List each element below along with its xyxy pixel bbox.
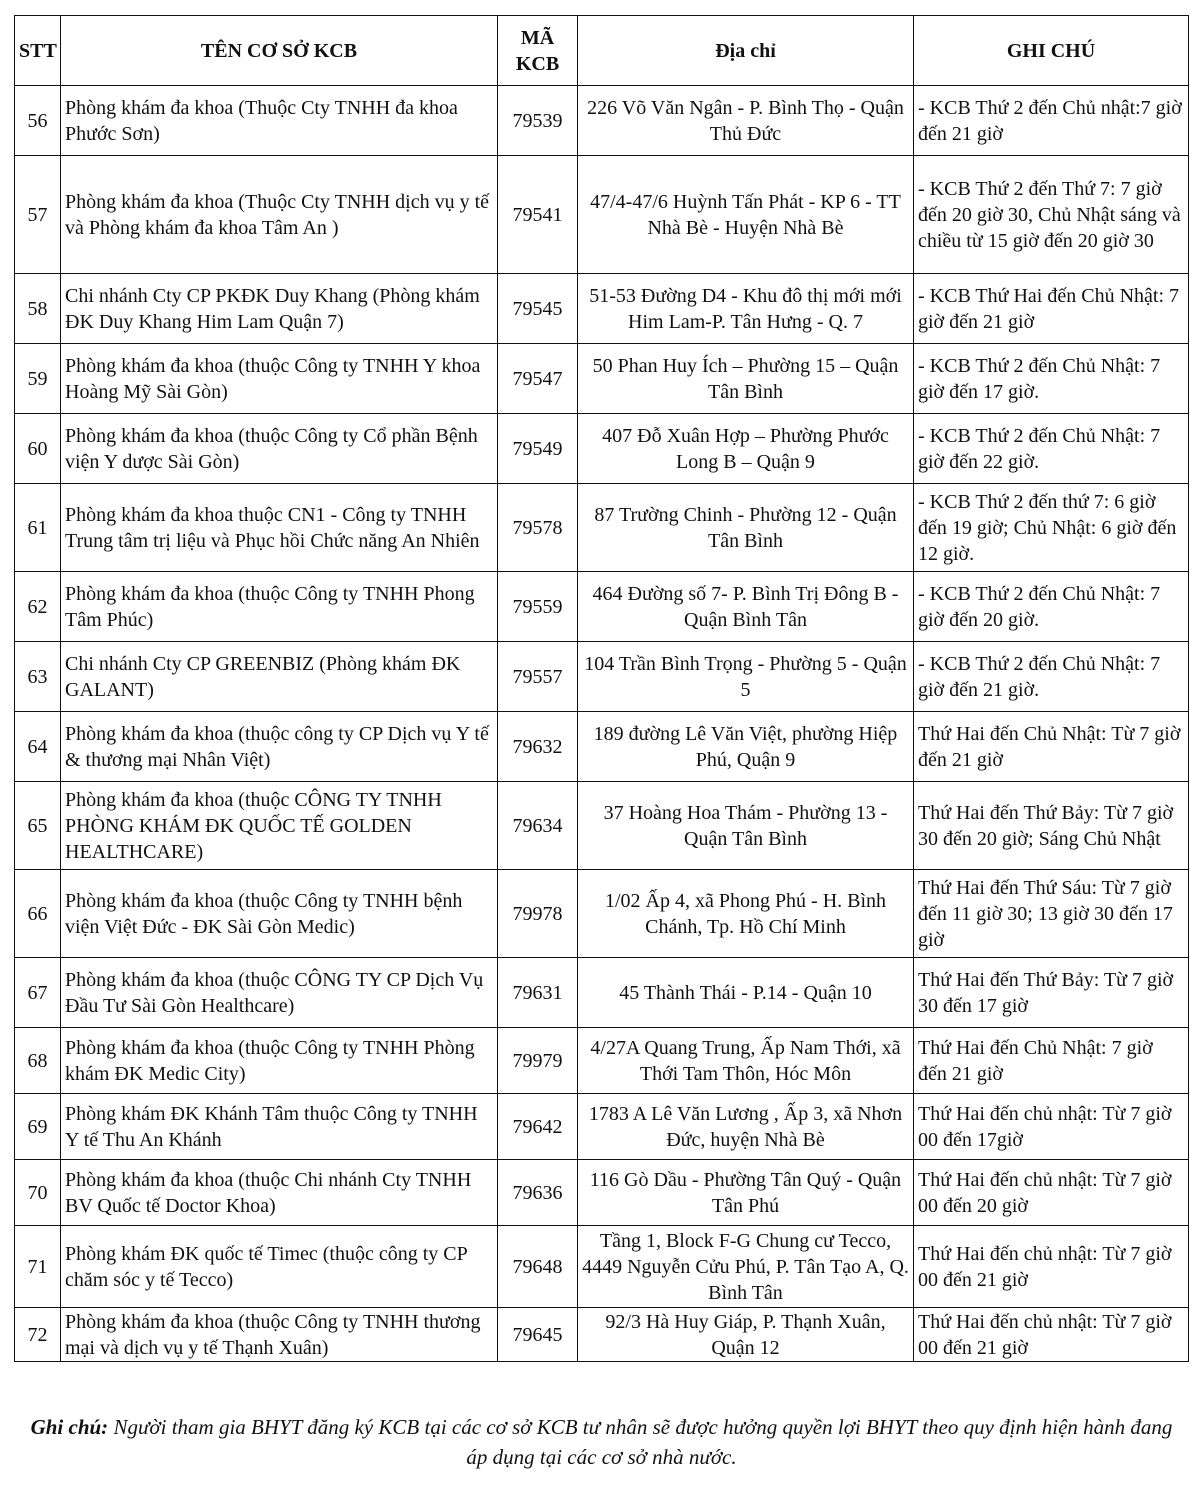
row-stt: 66 [15,870,61,958]
row-note: - KCB Thứ 2 đến Chủ nhật:7 giờ đến 21 giờ [914,86,1189,156]
row-note: Thứ Hai đến chủ nhật: Từ 7 giờ 00 đến 21 giờ [914,1226,1189,1308]
table-row [15,1160,1189,1226]
row-note: Thứ Hai đến chủ nhật: Từ 7 giờ 00 đến 21 giờ [914,1308,1189,1362]
row-note: Thứ Hai đến Chủ Nhật: 7 giờ đến 21 giờ [914,1028,1189,1094]
row-kcb-code: 79578 [498,484,578,572]
header-name: TÊN CƠ SỞ KCB [61,16,498,86]
row-address: 189 đường Lê Văn Việt, phường Hiệp Phú, Quận 9 [578,712,914,782]
header-address: Địa chỉ [578,16,914,86]
row-facility-name: Phòng khám ĐK quốc tế Timec (thuộc công ty CP chăm sóc y tế Tecco) [61,1226,498,1308]
row-kcb-code: 79545 [498,274,578,344]
row-stt: 65 [15,782,61,870]
row-address: 464 Đường số 7- P. Bình Trị Đông B - Quận Bình Tân [578,572,914,642]
row-note: - KCB Thứ 2 đến Chủ Nhật: 7 giờ đến 20 giờ. [914,572,1189,642]
row-facility-name: Chi nhánh Cty CP GREENBIZ (Phòng khám ĐK GALANT) [61,642,498,712]
header-code: MÃ KCB [498,16,578,86]
row-address: 4/27A Quang Trung, Ấp Nam Thới, xã Thới Tam Thôn, Hóc Môn [578,1028,914,1094]
row-stt: 58 [15,274,61,344]
row-stt: 57 [15,156,61,274]
row-facility-name: Phòng khám đa khoa (Thuộc Cty TNHH đa khoa Phước Sơn) [61,86,498,156]
row-facility-name: Phòng khám đa khoa (thuộc Công ty TNHH Y khoa Hoàng Mỹ Sài Gòn) [61,344,498,414]
table-row [15,712,1189,782]
table-row [15,572,1189,642]
row-kcb-code: 79539 [498,86,578,156]
row-note: - KCB Thứ 2 đến Chủ Nhật: 7 giờ đến 17 giờ. [914,344,1189,414]
row-stt: 60 [15,414,61,484]
table-row [15,1094,1189,1160]
row-address: 1783 A Lê Văn Lương , Ấp 3, xã Nhơn Đức, huyện Nhà Bè [578,1094,914,1160]
row-kcb-code: 79549 [498,414,578,484]
row-note: - KCB Thứ 2 đến Thứ 7: 7 giờ đến 20 giờ 30, Chủ Nhật sáng và chiều từ 15 giờ đến 20 giờ 30 [914,156,1189,274]
row-kcb-code: 79645 [498,1308,578,1362]
row-note: - KCB Thứ 2 đến Chủ Nhật: 7 giờ đến 21 giờ. [914,642,1189,712]
row-note: - KCB Thứ 2 đến thứ 7: 6 giờ đến 19 giờ; Chủ Nhật: 6 giờ đến 12 giờ. [914,484,1189,572]
row-facility-name: Phòng khám đa khoa (thuộc Chi nhánh Cty TNHH BV Quốc tế Doctor Khoa) [61,1160,498,1226]
row-kcb-code: 79541 [498,156,578,274]
row-stt: 56 [15,86,61,156]
row-facility-name: Phòng khám đa khoa (thuộc công ty CP Dịch vụ Y tế & thương mại Nhân Việt) [61,712,498,782]
row-kcb-code: 79632 [498,712,578,782]
row-stt: 70 [15,1160,61,1226]
row-stt: 72 [15,1308,61,1362]
row-note: - KCB Thứ Hai đến Chủ Nhật: 7 giờ đến 21 giờ [914,274,1189,344]
table-row [15,782,1189,870]
table-row [15,642,1189,712]
row-facility-name: Phòng khám đa khoa (thuộc Công ty TNHH Phong Tâm Phúc) [61,572,498,642]
row-address: 45 Thành Thái - P.14 - Quận 10 [578,958,914,1028]
row-facility-name: Phòng khám đa khoa (thuộc Công ty TNHH bệnh viện Việt Đức - ĐK Sài Gòn Medic) [61,870,498,958]
row-kcb-code: 79642 [498,1094,578,1160]
row-address: Tầng 1, Block F-G Chung cư Tecco, 4449 Nguyễn Cửu Phú, P. Tân Tạo A, Q. Bình Tân [578,1226,914,1308]
table-row [15,1308,1189,1362]
row-note: Thứ Hai đến Thứ Bảy: Từ 7 giờ 30 đến 20 giờ; Sáng Chủ Nhật [914,782,1189,870]
row-kcb-code: 79559 [498,572,578,642]
row-kcb-code: 79636 [498,1160,578,1226]
footnote [30,1412,1173,1472]
table-row [15,1028,1189,1094]
header-stt: STT [15,16,61,86]
table-row [15,958,1189,1028]
row-address: 37 Hoàng Hoa Thám - Phường 13 - Quận Tân Bình [578,782,914,870]
row-address: 47/4-47/6 Huỳnh Tấn Phát - KP 6 - TT Nhà Bè - Huyện Nhà Bè [578,156,914,274]
row-kcb-code: 79634 [498,782,578,870]
table-row [15,344,1189,414]
row-note: - KCB Thứ 2 đến Chủ Nhật: 7 giờ đến 22 giờ. [914,414,1189,484]
row-stt: 63 [15,642,61,712]
row-stt: 59 [15,344,61,414]
header-note: GHI CHÚ [914,16,1189,86]
table-row [15,274,1189,344]
row-stt: 67 [15,958,61,1028]
row-stt: 61 [15,484,61,572]
row-address: 116 Gò Dầu - Phường Tân Quý - Quận Tân Phú [578,1160,914,1226]
row-note: Thứ Hai đến Thứ Bảy: Từ 7 giờ 30 đến 17 giờ [914,958,1189,1028]
row-facility-name: Phòng khám đa khoa (Thuộc Cty TNHH dịch vụ y tế và Phòng khám đa khoa Tâm An ) [61,156,498,274]
row-facility-name: Phòng khám đa khoa (thuộc Công ty TNHH Phòng khám ĐK Medic City) [61,1028,498,1094]
row-note: Thứ Hai đến Thứ Sáu: Từ 7 giờ đến 11 giờ 30; 13 giờ 30 đến 17 giờ [914,870,1189,958]
row-kcb-code: 79648 [498,1226,578,1308]
table-row [15,86,1189,156]
table-row [15,870,1189,958]
footnote-label: Ghi chú: [30,1415,109,1439]
row-facility-name: Chi nhánh Cty CP PKĐK Duy Khang (Phòng khám ĐK Duy Khang Him Lam Quận 7) [61,274,498,344]
row-kcb-code: 79631 [498,958,578,1028]
row-facility-name: Phòng khám đa khoa (thuộc CÔNG TY CP Dịch Vụ Đầu Tư Sài Gòn Healthcare) [61,958,498,1028]
row-address: 50 Phan Huy Ích – Phường 15 – Quận Tân Bình [578,344,914,414]
row-stt: 71 [15,1226,61,1308]
row-address: 92/3 Hà Huy Giáp, P. Thạnh Xuân, Quận 12 [578,1308,914,1362]
table-row [15,1226,1189,1308]
row-stt: 68 [15,1028,61,1094]
row-facility-name: Phòng khám đa khoa (thuộc CÔNG TY TNHH PHÒNG KHÁM ĐK QUỐC TẾ GOLDEN HEALTHCARE) [61,782,498,870]
table-row [15,484,1189,572]
row-stt: 69 [15,1094,61,1160]
row-facility-name: Phòng khám ĐK Khánh Tâm thuộc Công ty TNHH Y tế Thu An Khánh [61,1094,498,1160]
row-address: 87 Trường Chinh - Phường 12 - Quận Tân Bình [578,484,914,572]
row-address: 51-53 Đường D4 - Khu đô thị mới mới Him Lam-P. Tân Hưng - Q. 7 [578,274,914,344]
footnote-text: Người tham gia BHYT đăng ký KCB tại các cơ sở KCB tư nhân sẽ được hưởng quyền lợi BHYT theo quy định hiện hành đang áp dụng tại các cơ sở nhà nước. [108,1415,1173,1469]
row-stt: 64 [15,712,61,782]
facility-table [14,15,1189,1362]
row-address: 1/02 Ấp 4, xã Phong Phú - H. Bình Chánh, Tp. Hồ Chí Minh [578,870,914,958]
row-kcb-code: 79557 [498,642,578,712]
table-header-row [15,16,1189,86]
row-address: 226 Võ Văn Ngân - P. Bình Thọ - Quận Thủ Đức [578,86,914,156]
row-facility-name: Phòng khám đa khoa (thuộc Công ty Cổ phần Bệnh viện Y dược Sài Gòn) [61,414,498,484]
row-note: Thứ Hai đến Chủ Nhật: Từ 7 giờ đến 21 giờ [914,712,1189,782]
row-kcb-code: 79979 [498,1028,578,1094]
row-kcb-code: 79547 [498,344,578,414]
row-note: Thứ Hai đến chủ nhật: Từ 7 giờ 00 đến 20 giờ [914,1160,1189,1226]
table-row [15,414,1189,484]
row-note: Thứ Hai đến chủ nhật: Từ 7 giờ 00 đến 17giờ [914,1094,1189,1160]
row-address: 407 Đỗ Xuân Hợp – Phường Phước Long B – Quận 9 [578,414,914,484]
table-body [15,86,1189,1362]
row-facility-name: Phòng khám đa khoa (thuộc Công ty TNHH thương mại và dịch vụ y tế Thạnh Xuân) [61,1308,498,1362]
row-facility-name: Phòng khám đa khoa thuộc CN1 - Công ty TNHH Trung tâm trị liệu và Phục hồi Chức năng An Nhiên [61,484,498,572]
row-stt: 62 [15,572,61,642]
row-address: 104 Trần Bình Trọng - Phường 5 - Quận 5 [578,642,914,712]
table-row [15,156,1189,274]
row-kcb-code: 79978 [498,870,578,958]
